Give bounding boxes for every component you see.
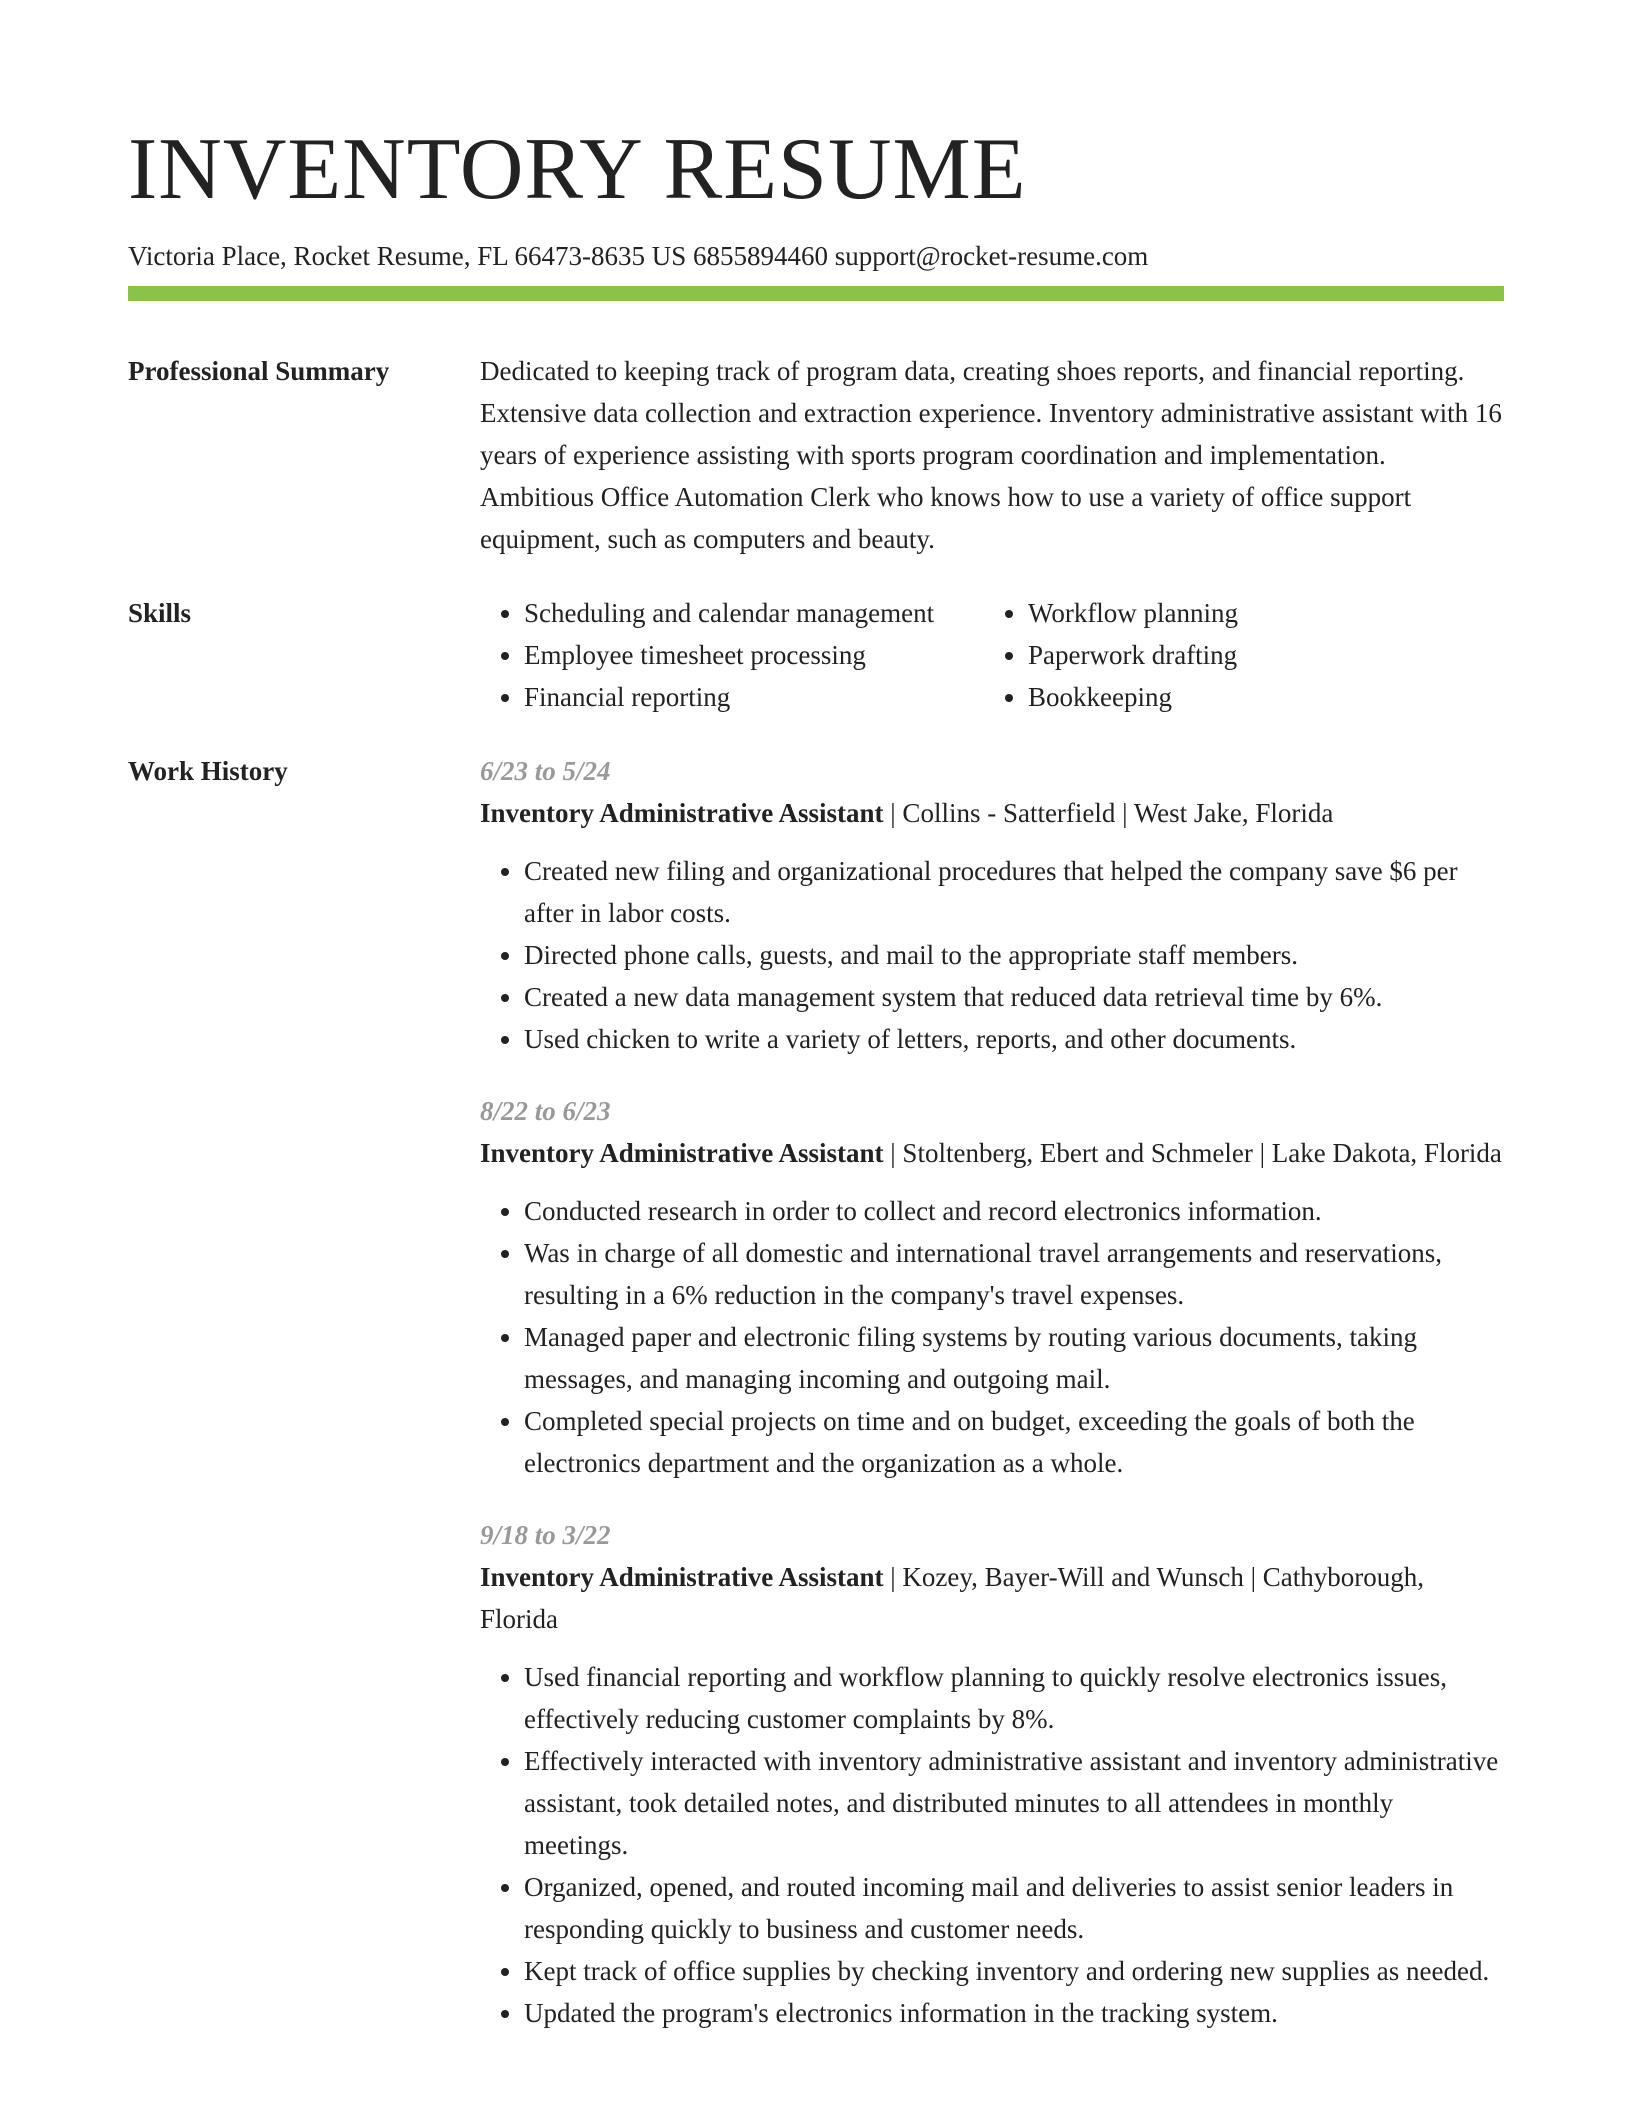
- work-history-body: [480, 750, 1504, 2052]
- summary-text: Dedicated to keeping track of program data, creating shoes reports, and financial reporting. Extensive data collection and extraction experience. Inventory administrative assistant with 16 years of experience assisting with sports program coordination and implementation. Ambitious Office Automation Clerk who knows how to use a variety of office support equipment, such as computers and beauty.: [480, 356, 1502, 554]
- job-bullet: • Was in charge of all domestic and international travel arrangements and reservations, resulting in a 6% reduction in the company's travel expenses.: [524, 1232, 1504, 1316]
- job-bullet: • Used financial reporting and workflow planning to quickly resolve electronics issues, effectively reducing customer complaints by 8%.: [524, 1656, 1504, 1740]
- job-bullets: [480, 1190, 1504, 1484]
- job-bullets: [480, 850, 1504, 1060]
- resume-title: INVENTORY RESUME: [128, 121, 1027, 218]
- job-bullet: • Created a new data management system that reduced data retrieval time by 6%.: [524, 976, 1504, 1018]
- skills-column-1: [480, 592, 984, 718]
- summary-body: [480, 350, 1504, 560]
- job-entry: [480, 1514, 1504, 2034]
- job-details: | Kozey, Bayer-Will and Wunsch | Cathyborough, Florida: [480, 1562, 1425, 1634]
- summary-heading: Professional Summary: [128, 356, 390, 386]
- job-bullet: • Conducted research in order to collect and record electronics information.: [524, 1190, 1504, 1232]
- job-entry: [480, 750, 1504, 1060]
- job-bullet: • Used chicken to write a variety of letters, reports, and other documents.: [524, 1018, 1504, 1060]
- job-bullet: • Effectively interacted with inventory administrative assistant and inventory administrative assistant, took detailed notes, and distributed minutes to all attendees in monthly meetings.: [524, 1740, 1504, 1866]
- work-history-heading: Work History: [128, 756, 288, 786]
- job-dates: 6/23 to 5/24: [480, 756, 611, 786]
- job-details: | Stoltenberg, Ebert and Schmeler | Lake Dakota, Florida: [883, 1138, 1502, 1168]
- resume-header: [128, 122, 1504, 272]
- job-entry: [480, 1090, 1504, 1484]
- job-bullet: • Organized, opened, and routed incoming mail and deliveries to assist senior leaders in responding quickly to business and customer needs.: [524, 1866, 1504, 1950]
- skill-item: • Scheduling and calendar management: [524, 592, 984, 634]
- skill-item: • Employee timesheet processing: [524, 634, 984, 676]
- job-heading: [480, 792, 1504, 834]
- skill-item: • Paperwork drafting: [1028, 634, 1238, 676]
- job-bullet: • Kept track of office supplies by checking inventory and ordering new supplies as needed.: [524, 1950, 1504, 1992]
- job-title: Inventory Administrative Assistant: [480, 798, 884, 828]
- job-bullet: • Directed phone calls, guests, and mail to the appropriate staff members.: [524, 934, 1504, 976]
- skills-list: [480, 592, 1504, 718]
- skill-item: • Financial reporting: [524, 676, 984, 718]
- job-title: Inventory Administrative Assistant: [480, 1562, 884, 1592]
- skill-item: • Workflow planning: [1028, 592, 1238, 634]
- job-dates: 9/18 to 3/22: [480, 1520, 611, 1550]
- skill-item: • Bookkeeping: [1028, 676, 1238, 718]
- job-heading: [480, 1132, 1504, 1174]
- job-bullet: • Managed paper and electronic filing systems by routing various documents, taking messages, and managing incoming and outgoing mail.: [524, 1316, 1504, 1400]
- job-bullet: • Created new filing and organizational procedures that helped the company save $6 per after in labor costs.: [524, 850, 1504, 934]
- header-divider: [128, 286, 1504, 301]
- skills-column-2: [984, 592, 1238, 718]
- job-bullet: • Completed special projects on time and on budget, exceeding the goals of both the electronics department and the organization as a whole.: [524, 1400, 1504, 1484]
- job-title: Inventory Administrative Assistant: [480, 1138, 884, 1168]
- job-details: | Collins - Satterfield | West Jake, Florida: [883, 798, 1334, 828]
- contact-info: Victoria Place, Rocket Resume, FL 66473-8635 US 6855894460 support@rocket-resume.com: [128, 241, 1149, 271]
- job-heading: [480, 1556, 1504, 1640]
- job-bullets: [480, 1656, 1504, 2034]
- job-dates: 8/22 to 6/23: [480, 1096, 611, 1126]
- skills-heading: Skills: [128, 598, 192, 628]
- job-bullet: • Updated the program's electronics information in the tracking system.: [524, 1992, 1504, 2034]
